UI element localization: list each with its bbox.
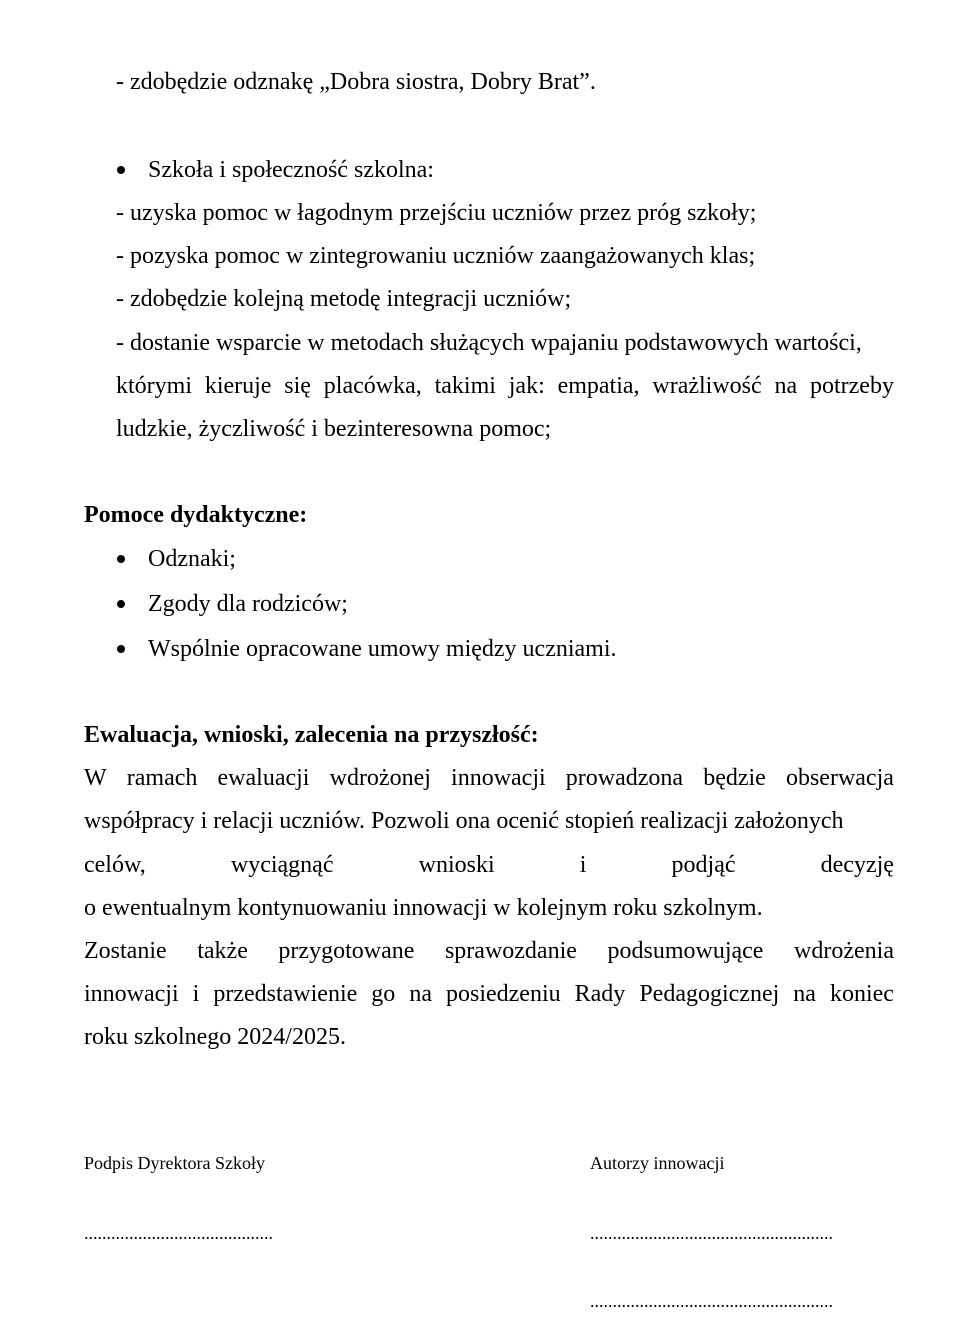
word: placówka, xyxy=(323,373,422,399)
word: podjąć xyxy=(671,852,736,878)
word: ewaluacji xyxy=(217,765,310,791)
word: jak: xyxy=(508,373,545,399)
word: posiedzeniu xyxy=(445,981,561,1007)
word: innowacji xyxy=(451,765,546,791)
paragraph-line: roku szkolnego 2024/2025. xyxy=(84,1024,346,1050)
paragraph-line: ludzkie, życzliwość i bezinteresowna pomoc; xyxy=(116,416,552,442)
section-heading: Ewaluacja, wnioski, zalecenia na przyszłość: xyxy=(84,722,539,748)
list-item: - dostanie wsparcie w metodach służących wpajaniu podstawowych wartości, xyxy=(116,330,862,356)
signature-line-author-2: ...................................................... xyxy=(590,1291,833,1311)
list-item: - zdobędzie odznakę „Dobra siostra, Dobry Brat”. xyxy=(116,69,596,95)
list-item: - pozyska pomoc w zintegrowaniu uczniów zaangażowanych klas; xyxy=(116,243,756,269)
paragraph-line xyxy=(84,936,894,966)
word: wdrożonej xyxy=(329,765,431,791)
word: którymi xyxy=(116,373,192,399)
word: wrażliwość xyxy=(652,373,762,399)
word: na xyxy=(409,981,432,1007)
word: przedstawienie xyxy=(213,981,358,1007)
list-item: Wspólnie opracowane umowy między uczniami. xyxy=(148,636,617,662)
signature-label-authors: Autorzy innowacji xyxy=(590,1153,725,1173)
list-item: - uzyska pomoc w łagodnym przejściu uczniów przez próg szkoły; xyxy=(116,200,757,226)
section-heading: Pomoce dydaktyczne: xyxy=(84,502,308,528)
word: potrzeby xyxy=(809,373,894,399)
list-item-heading: Szkoła i społeczność szkolna: xyxy=(148,157,434,183)
word: ramach xyxy=(126,765,198,791)
word: obserwacja xyxy=(785,765,894,791)
word: na xyxy=(793,981,816,1007)
bullet-icon xyxy=(117,600,125,608)
word: decyzję xyxy=(820,852,894,878)
word: prowadzona xyxy=(565,765,684,791)
paragraph-line: współpracy i relacji uczniów. Pozwoli ona ocenić stopień realizacji założonych xyxy=(84,808,844,834)
word: innowacji xyxy=(84,981,179,1007)
paragraph-line xyxy=(84,850,894,880)
word: takimi xyxy=(434,373,496,399)
signature-line-director: .......................................... xyxy=(84,1223,273,1243)
signature-line-author-1: ...................................................... xyxy=(590,1223,833,1243)
word: celów, xyxy=(84,852,146,878)
word: na xyxy=(774,373,798,399)
word: wdrożenia xyxy=(794,938,894,964)
paragraph-line xyxy=(116,371,894,401)
word: się xyxy=(284,373,311,399)
bullet-icon xyxy=(117,555,125,563)
bullet-icon xyxy=(117,645,125,653)
word: i xyxy=(192,981,200,1007)
word: W xyxy=(84,765,107,791)
word: wnioski xyxy=(418,852,495,878)
paragraph-line xyxy=(84,763,894,793)
word: będzie xyxy=(703,765,766,791)
signature-label-director: Podpis Dyrektora Szkoły xyxy=(84,1153,265,1173)
list-item: Odznaki; xyxy=(148,546,236,572)
word: Zostanie xyxy=(84,938,167,964)
word: Pedagogicznej xyxy=(639,981,780,1007)
word: podsumowujące xyxy=(607,938,764,964)
paragraph-line xyxy=(84,979,894,1009)
word: go xyxy=(371,981,396,1007)
word: koniec xyxy=(829,981,894,1007)
word: Rady xyxy=(574,981,626,1007)
word: sprawozdanie xyxy=(444,938,577,964)
word: empatia, xyxy=(557,373,640,399)
word: przygotowane xyxy=(278,938,415,964)
paragraph-line: o ewentualnym kontynuowaniu innowacji w kolejnym roku szkolnym. xyxy=(84,895,763,921)
bullet-icon xyxy=(117,166,125,174)
word: wyciągnąć xyxy=(230,852,334,878)
list-item: - zdobędzie kolejną metodę integracji uczniów; xyxy=(116,286,572,312)
word: i xyxy=(579,852,587,878)
word: także xyxy=(197,938,248,964)
word: kieruje xyxy=(204,373,272,399)
list-item: Zgody dla rodziców; xyxy=(148,591,348,617)
